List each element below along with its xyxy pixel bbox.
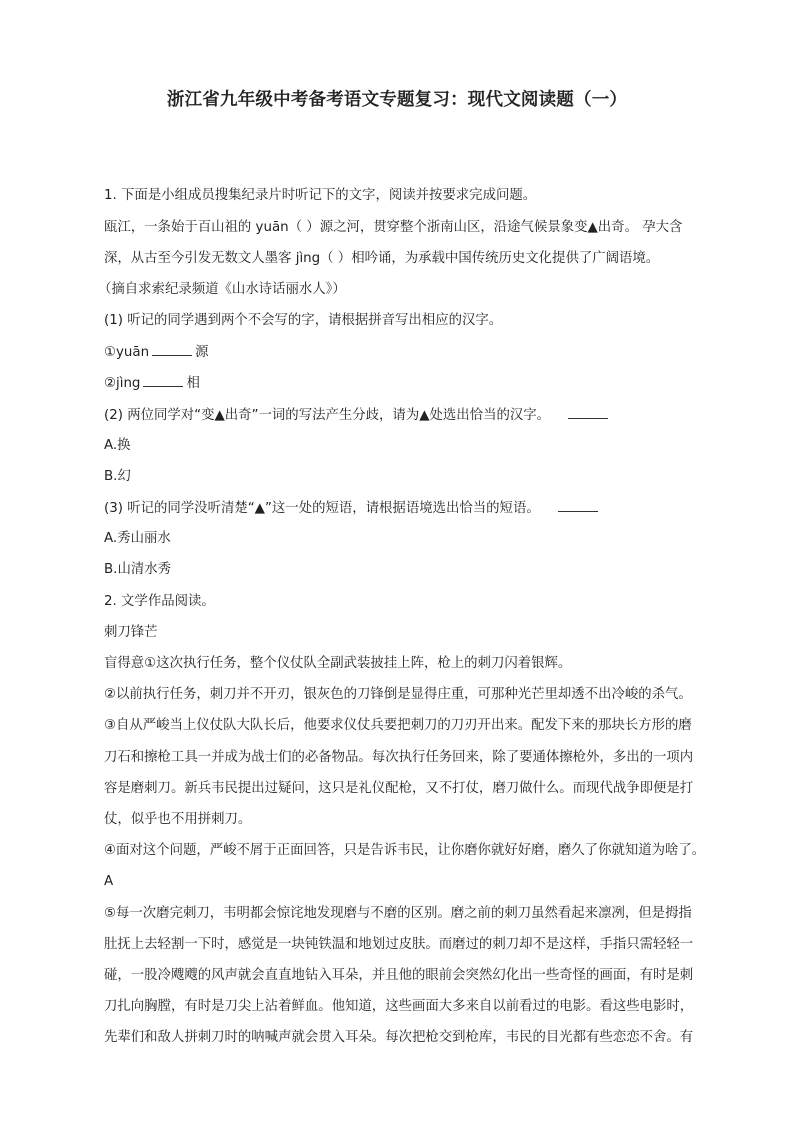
story-paragraph-line: 肚抚上去轻割一下时，感觉是一块钝铁温和地划过皮肤。而磨过的刺刀却不是这样，手指只需轻轻一 [104,937,694,952]
story-paragraph-line: 碰，一股冷飕飕的风声就会直直地钻入耳朵，并且他的眼前会突然幻化出一些奇怪的画面，有时是刺 [104,968,694,983]
story-paragraph-line: ④面对这个问题，严峻不屑于正面回答，只是告诉韦民，让你磨你就好好磨，磨久了你就知道为啥了。 [104,843,706,858]
answer-blank[interactable] [152,342,192,356]
answer-line-yuan: ①yuān 源 [104,342,209,363]
story-paragraph-line: ③自从严峻当上仪仗队大队长后，他要求仪仗兵要把刺刀的刀刃开出来。配发下来的那块长方形的磨 [104,718,692,733]
answer-blank[interactable] [568,405,608,419]
subquestion-3: (3) 听记的同学没听清楚“▲”这一处的短语，请根据语境选出恰当的短语。 [104,498,601,519]
answer-blank[interactable] [143,373,183,387]
answer-blank[interactable] [558,498,598,512]
story-marker: A [104,874,114,889]
option-b: B.山清水秀 [104,562,172,577]
passage-line-1: 瓯江，一条始于百山祖的 yuān（ ）源之河，贯穿整个浙南山区，沿途气候景象变▲出奇。 孕大含 [104,220,683,235]
question-1-intro: 1. 下面是小组成员搜集纪录片时听记下的文字，阅读并按要求完成问题。 [104,188,537,203]
subquestion-2: (2) 两位同学对“变▲出奇”一词的写法产生分歧，请为▲处选出恰当的汉字。 [104,405,611,426]
question-2-intro: 2. 文学作品阅读。 [104,594,215,609]
option-a: A.换 [104,438,131,453]
story-paragraph-line: 仗，似乎也不用拼刺刀。 [104,812,252,827]
story-paragraph-line: 刀石和擦枪工具一并成为战士们的必备物品。每次执行任务回来，除了要通体擦枪外，多出的一项内 [104,750,694,765]
story-paragraph-line: ⑤每一次磨完刺刀，韦明都会惊诧地发现磨与不磨的区别。磨之前的刺刀虽然看起来凛冽，但是拇指 [104,906,692,921]
page-title: 浙江省九年级中考备考语文专题复习：现代文阅读题（一） [166,90,628,110]
story-paragraph-line: 先辈们和敌人拼刺刀时的呐喊声就会贯入耳朵。每次把枪交到枪库，韦民的目光都有些恋恋不舍。有 [104,1030,694,1045]
passage-line-2: 深，从古至今引发无数文人墨客 jìng（ ）相吟诵，为承载中国传统历史文化提供了广阔语境。 [104,251,660,266]
passage-source: （摘自求索纪录频道《山水诗话丽水人》） [98,282,346,297]
story-paragraph-line: ②以前执行任务，刺刀并不开刃，银灰色的刀锋倒是显得庄重，可那种光芒里却透不出冷峻的杀气。 [104,687,692,702]
story-paragraph-line: 刀扎向胸膛，有时是刀尖上沾着鲜血。他知道，这些画面大多来自以前看过的电影。看这些电影时， [104,999,694,1014]
story-paragraph-line: 盲得意①这次执行任务，整个仪仗队全副武装披挂上阵，枪上的刺刀闪着银辉。 [104,656,572,671]
answer-line-jing: ②jìng 相 [104,373,200,394]
option-a: A.秀山丽水 [104,531,171,546]
option-b: B.幻 [104,469,131,484]
story-paragraph-line: 容是磨刺刀。新兵韦民提出过疑问，这只是礼仪配枪，又不打仗，磨刀做什么。而现代战争即便是打 [104,781,694,796]
story-title: 刺刀锋芒 [104,625,158,640]
subquestion-1: (1) 听记的同学遇到两个不会写的字，请根据拼音写出相应的汉字。 [104,313,503,328]
